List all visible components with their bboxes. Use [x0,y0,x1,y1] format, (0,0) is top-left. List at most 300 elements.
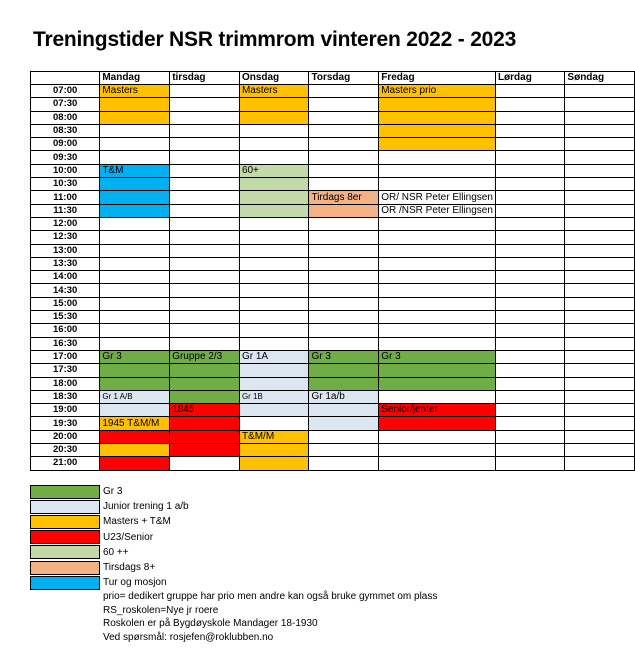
slot-cell [495,350,564,363]
time-cell: 09:30 [31,151,100,164]
slot-cell [379,417,496,430]
slot-cell [309,138,379,151]
day-header: Søndag [565,72,635,85]
time-cell: 15:30 [31,311,100,324]
slot-cell [379,364,496,377]
legend-swatch [30,576,100,590]
slot-cell [170,231,240,244]
slot-cell [495,98,564,111]
slot-cell [239,191,309,204]
slot-cell: Gr 1B [239,390,309,403]
slot-cell [495,151,564,164]
schedule-row [31,231,635,244]
slot-cell [170,151,240,164]
slot-cell [379,311,496,324]
time-cell: 16:00 [31,324,100,337]
day-header: Lørdag [495,72,564,85]
time-cell: 07:30 [31,98,100,111]
slot-cell [239,98,309,111]
slot-cell [309,284,379,297]
slot-cell: Gr 3 [379,350,496,363]
time-cell: 17:30 [31,364,100,377]
time-cell: 13:30 [31,257,100,270]
slot-cell [309,257,379,270]
slot-cell: Gr 1a/b [309,390,379,403]
slot-cell [565,244,635,257]
slot-cell [309,244,379,257]
slot-cell [170,417,240,430]
time-cell: 12:00 [31,217,100,230]
slot-cell [495,271,564,284]
slot-cell [170,244,240,257]
slot-cell [100,337,170,350]
slot-cell [379,217,496,230]
slot-cell: Masters [100,85,170,98]
slot-cell [379,324,496,337]
slot-cell [170,324,240,337]
slot-cell: Masters [239,85,309,98]
time-cell: 17:00 [31,350,100,363]
slot-cell [379,164,496,177]
slot-cell [379,444,496,457]
time-cell: 09:00 [31,138,100,151]
slot-cell [239,271,309,284]
time-cell: 08:00 [31,111,100,124]
slot-cell [379,111,496,124]
slot-cell [309,85,379,98]
slot-cell [100,191,170,204]
slot-cell [565,178,635,191]
slot-cell [565,231,635,244]
legend-swatch [30,500,100,514]
slot-cell [309,124,379,137]
slot-cell [309,444,379,457]
schedule-row [31,311,635,324]
schedule-body [31,85,635,471]
schedule-row [31,164,635,177]
slot-cell [565,124,635,137]
slot-cell [170,124,240,137]
slot-cell [495,444,564,457]
schedule-row [31,350,635,363]
slot-cell [309,337,379,350]
slot-cell [170,257,240,270]
slot-cell [100,151,170,164]
slot-cell [495,297,564,310]
note-line: Roskolen er på Bygdøyskole Mandager 18-1930 [103,618,318,630]
corner-cell [31,72,100,85]
slot-cell [239,257,309,270]
slot-cell [379,284,496,297]
slot-cell [565,151,635,164]
legend-item [30,530,189,545]
slot-cell [379,377,496,390]
slot-cell: Gr 3 [309,350,379,363]
slot-cell [565,164,635,177]
schedule-row [31,244,635,257]
slot-cell [100,178,170,191]
note-line: prio= dedikert gruppe har prio men andre kan også bruke gymmet om plass [103,591,438,602]
slot-cell [495,164,564,177]
schedule-table [30,71,635,471]
legend-item [30,575,189,590]
legend [30,484,189,590]
slot-cell [100,204,170,217]
slot-cell [239,404,309,417]
slot-cell [565,364,635,377]
note-line: RS_roskolen=Nye jr roere [103,604,219,616]
slot-cell [495,457,564,470]
time-cell: 08:30 [31,124,100,137]
slot-cell [170,284,240,297]
slot-cell [565,324,635,337]
schedule-row [31,284,635,297]
header-row [31,72,635,85]
slot-cell [170,204,240,217]
slot-cell [565,111,635,124]
slot-cell: T&M/M [239,430,309,443]
slot-cell [170,111,240,124]
slot-cell [100,124,170,137]
slot-cell [495,430,564,443]
slot-cell [100,444,170,457]
legend-item [30,545,189,560]
schedule-row [31,85,635,98]
slot-cell [565,85,635,98]
slot-cell [239,231,309,244]
slot-cell: Gr 3 [100,350,170,363]
time-cell: 15:00 [31,297,100,310]
slot-cell [170,85,240,98]
slot-cell [565,350,635,363]
time-cell: 10:30 [31,178,100,191]
slot-cell [100,138,170,151]
schedule-row [31,430,635,443]
slot-cell [309,271,379,284]
slot-cell: Senior/jenter [379,404,496,417]
schedule-row [31,191,635,204]
slot-cell [309,164,379,177]
schedule-row [31,217,635,230]
schedule-row [31,337,635,350]
slot-cell [239,324,309,337]
schedule-row [31,364,635,377]
slot-cell [309,204,379,217]
slot-cell [170,337,240,350]
slot-cell [239,377,309,390]
legend-label: 60 ++ [103,546,129,558]
slot-cell: OR /NSR Peter Ellingsen [379,204,496,217]
slot-cell [495,124,564,137]
schedule-row [31,417,635,430]
slot-cell [239,297,309,310]
schedule-row [31,271,635,284]
slot-cell [495,178,564,191]
slot-cell [309,324,379,337]
slot-cell [379,271,496,284]
time-cell: 14:30 [31,284,100,297]
slot-cell [379,457,496,470]
slot-cell [379,297,496,310]
time-cell: 11:00 [31,191,100,204]
slot-cell [495,364,564,377]
slot-cell [309,231,379,244]
slot-cell [379,390,496,403]
slot-cell [170,311,240,324]
slot-cell [565,257,635,270]
slot-cell [239,138,309,151]
schedule-row [31,111,635,124]
notes [103,590,437,645]
slot-cell: Gr 1 A/B [100,390,170,403]
schedule-row [31,297,635,310]
schedule-row [31,257,635,270]
slot-cell [565,417,635,430]
slot-cell [495,217,564,230]
slot-cell [100,377,170,390]
legend-label: Tirsdags 8+ [103,562,156,574]
schedule-row [31,324,635,337]
slot-cell: Gr 1A [239,350,309,363]
schedule-row [31,404,635,417]
slot-cell [309,98,379,111]
slot-cell: Masters prio [379,85,496,98]
time-cell: 20:00 [31,430,100,443]
slot-cell [495,191,564,204]
legend-label: Junior trening 1 a/b [103,501,189,513]
slot-cell [239,444,309,457]
slot-cell [100,257,170,270]
slot-cell [100,324,170,337]
slot-cell [309,457,379,470]
slot-cell [309,311,379,324]
slot-cell [170,178,240,191]
slot-cell [309,111,379,124]
time-cell: 21:00 [31,457,100,470]
slot-cell [495,231,564,244]
slot-cell [565,390,635,403]
time-cell: 19:30 [31,417,100,430]
slot-cell [379,138,496,151]
legend-item [30,499,189,514]
time-cell: 07:00 [31,85,100,98]
time-cell: 18:00 [31,377,100,390]
schedule-row [31,124,635,137]
slot-cell [170,364,240,377]
slot-cell [239,217,309,230]
day-header: Torsdag [309,72,379,85]
slot-cell [379,231,496,244]
slot-cell [100,457,170,470]
slot-cell [309,417,379,430]
slot-cell [239,457,309,470]
slot-cell [565,297,635,310]
slot-cell [100,217,170,230]
schedule-row [31,457,635,470]
slot-cell [309,217,379,230]
schedule-row [31,204,635,217]
slot-cell [100,297,170,310]
legend-swatch [30,545,100,559]
schedule-row [31,444,635,457]
time-cell: 16:30 [31,337,100,350]
legend-swatch [30,485,100,499]
slot-cell [565,98,635,111]
slot-cell [100,244,170,257]
slot-cell [495,284,564,297]
slot-cell: 60+ [239,164,309,177]
slot-cell [239,364,309,377]
slot-cell [170,444,240,457]
slot-cell [100,271,170,284]
slot-cell: OR/ NSR Peter Ellingsen [379,191,496,204]
slot-cell [379,98,496,111]
slot-cell [309,404,379,417]
slot-cell [565,311,635,324]
slot-cell [239,111,309,124]
slot-cell [100,430,170,443]
slot-cell [170,271,240,284]
slot-cell [100,231,170,244]
legend-swatch [30,530,100,544]
legend-item [30,560,189,575]
slot-cell [565,430,635,443]
slot-cell [309,178,379,191]
slot-cell [239,151,309,164]
slot-cell [170,430,240,443]
slot-cell [379,337,496,350]
slot-cell [239,204,309,217]
slot-cell: Gruppe 2/3 [170,350,240,363]
slot-cell [495,204,564,217]
day-header: Mandag [100,72,170,85]
slot-cell [495,417,564,430]
slot-cell [309,430,379,443]
slot-cell [170,390,240,403]
slot-cell [565,271,635,284]
time-cell: 10:00 [31,164,100,177]
slot-cell [495,377,564,390]
schedule-row [31,377,635,390]
slot-cell [239,284,309,297]
slot-cell: 1845 [170,404,240,417]
slot-cell [170,457,240,470]
slot-cell [100,311,170,324]
time-cell: 14:00 [31,271,100,284]
legend-item [30,514,189,529]
slot-cell [565,284,635,297]
slot-cell [495,138,564,151]
slot-cell [495,404,564,417]
day-header: Fredag [379,72,496,85]
legend-label: Gr 3 [103,486,123,498]
slot-cell [170,297,240,310]
slot-cell: Tirdags 8er [309,191,379,204]
slot-cell [170,164,240,177]
slot-cell [100,404,170,417]
time-cell: 20:30 [31,444,100,457]
time-cell: 18:30 [31,390,100,403]
slot-cell [565,191,635,204]
slot-cell [170,191,240,204]
legend-item [30,484,189,499]
slot-cell [495,244,564,257]
slot-cell [239,178,309,191]
slot-cell [495,324,564,337]
slot-cell [100,364,170,377]
slot-cell [495,311,564,324]
slot-cell [495,337,564,350]
slot-cell [100,111,170,124]
slot-cell [565,217,635,230]
slot-cell [495,85,564,98]
slot-cell [495,111,564,124]
schedule-row [31,151,635,164]
slot-cell [379,124,496,137]
slot-cell [565,377,635,390]
schedule-row [31,98,635,111]
slot-cell [309,364,379,377]
slot-cell [495,390,564,403]
schedule-row [31,138,635,151]
slot-cell [379,430,496,443]
slot-cell [170,98,240,111]
slot-cell [309,151,379,164]
slot-cell: T&M [100,164,170,177]
slot-cell [239,337,309,350]
slot-cell [565,337,635,350]
time-cell: 11:30 [31,204,100,217]
slot-cell [100,98,170,111]
slot-cell [170,217,240,230]
slot-cell [309,377,379,390]
note-line: Ved spørsmål: rosjefen@roklubben.no [103,632,274,644]
legend-label: Masters + T&M [103,516,171,528]
legend-swatch [30,515,100,529]
slot-cell [379,178,496,191]
slot-cell [170,138,240,151]
slot-cell: 1945 T&M/M [100,417,170,430]
day-header: Onsdag [239,72,309,85]
slot-cell [239,311,309,324]
slot-cell [170,377,240,390]
schedule-row [31,178,635,191]
slot-cell [239,417,309,430]
slot-cell [495,257,564,270]
slot-cell [100,284,170,297]
time-cell: 13:00 [31,244,100,257]
slot-cell [379,257,496,270]
slot-cell [379,244,496,257]
slot-cell [239,124,309,137]
page-title: Treningstider NSR trimmrom vinteren 2022 - 2023 [33,28,517,51]
slot-cell [565,457,635,470]
slot-cell [565,444,635,457]
time-cell: 12:30 [31,231,100,244]
slot-cell [309,297,379,310]
legend-swatch [30,561,100,575]
slot-cell [565,204,635,217]
slot-cell [239,244,309,257]
slot-cell [565,138,635,151]
slot-cell [379,151,496,164]
legend-label: U23/Senior [103,531,154,543]
day-header: tirsdag [170,72,240,85]
slot-cell [565,404,635,417]
time-cell: 19:00 [31,404,100,417]
legend-label: Tur og mosjon [103,577,167,589]
schedule-row [31,390,635,403]
